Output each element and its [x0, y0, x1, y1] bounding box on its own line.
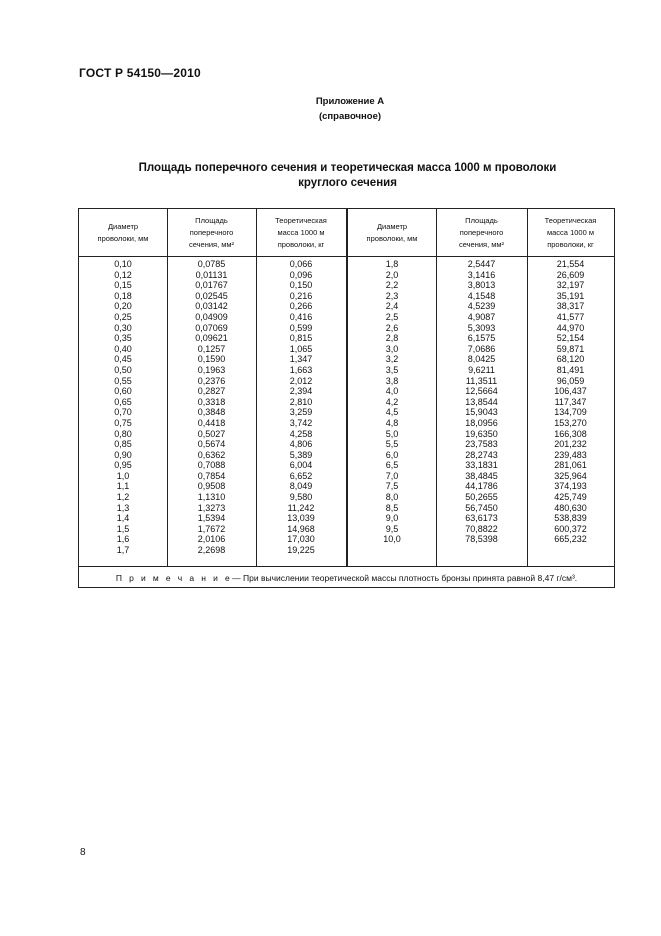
table-cell: 0,10	[114, 259, 132, 269]
table-cell: 13,039	[287, 513, 315, 524]
table-cell: 425,749	[554, 492, 587, 503]
table-cell: 0,70	[114, 407, 132, 418]
table-cell: 33,1831	[465, 460, 498, 471]
table-cell: 0,09621	[195, 333, 228, 344]
table-cell: 15,9043	[465, 407, 498, 418]
page-number: 8	[80, 847, 86, 858]
table-cell: 0,01767	[195, 280, 228, 291]
table-cell: 9,5	[385, 523, 399, 534]
table-cell: 0,3848	[197, 407, 226, 418]
header-area-left: Площадь поперечного сечения, мм²	[188, 215, 235, 249]
table-cell: 0,096	[289, 269, 313, 280]
header-mass-right: Теоретическая масса 1000 м проволоки, кг	[544, 215, 597, 249]
table-cell: 3,259	[289, 407, 313, 418]
table-cell: 2,4	[385, 301, 399, 312]
table-cell: 78,5398	[465, 534, 498, 545]
table-cell: 6,1575	[467, 333, 496, 344]
table-caption	[100, 161, 595, 191]
table-caption-line1: Площадь поперечного сечения и теоретическая масса 1000 м проволоки	[138, 162, 557, 174]
table-cell: 8,0	[385, 492, 399, 503]
table-cell: 2,0	[385, 269, 399, 280]
table-cell: 41,577	[556, 311, 585, 322]
table-cell: 0,9508	[197, 481, 226, 492]
table-cell: 1,1	[116, 481, 130, 492]
table-cell: 11,3511	[465, 375, 498, 386]
table-cell: 0,216	[289, 290, 313, 301]
table-cell: 538,839	[554, 513, 587, 524]
table-cell: 1,3	[116, 502, 130, 513]
table-cell: 8,049	[289, 481, 313, 492]
table-cell: 4,258	[289, 428, 313, 439]
table-cell: 0,35	[114, 333, 132, 344]
table-cell: 21,554	[556, 259, 585, 269]
table-cell: 0,07069	[195, 322, 228, 333]
table-cell: 10,0	[383, 534, 401, 545]
table-cell: 3,0	[385, 343, 399, 354]
table-cell: 44,970	[556, 322, 585, 333]
table-cell: 23,7583	[465, 439, 498, 450]
table-cell: 96,059	[556, 375, 585, 386]
table-cell: 0,02545	[195, 290, 228, 301]
table-cell: 0,55	[114, 375, 132, 386]
table-cell: 665,232	[554, 534, 587, 545]
table-cell: 0,1257	[197, 343, 226, 354]
table-cell: 4,5	[385, 407, 399, 418]
table-cell: 106,437	[554, 386, 587, 397]
table-cell: 0,03142	[195, 301, 228, 312]
table-cell: 4,5239	[467, 301, 496, 312]
table-cell: 1,5	[116, 523, 130, 534]
table-cell: 0,7088	[197, 460, 226, 471]
table-cell: 480,630	[554, 502, 587, 513]
column-mass-right	[527, 259, 614, 545]
table-cell: 6,004	[289, 460, 313, 471]
table-cell: 3,2	[385, 354, 399, 365]
table-cell: 325,964	[554, 470, 587, 481]
table-cell: 0,20	[114, 301, 132, 312]
table-cell: 2,2698	[197, 545, 226, 556]
table-cell: 8,5	[385, 502, 399, 513]
appendix-heading	[200, 94, 500, 124]
table-cell: 0,0785	[197, 259, 226, 269]
table-cell: 11,242	[287, 502, 315, 513]
table-caption-line2: круглого сечения	[298, 177, 397, 189]
table-cell: 0,90	[114, 449, 132, 460]
column-area-left	[167, 259, 256, 556]
table-cell: 9,0	[385, 513, 399, 524]
table-cell: 3,742	[289, 417, 313, 428]
column-diameter-left	[79, 259, 167, 556]
table-cell: 0,12	[114, 269, 132, 280]
table-cell: 3,5	[385, 364, 399, 375]
note-divider	[79, 566, 614, 567]
table-cell: 0,2827	[197, 386, 226, 397]
table-cell: 0,80	[114, 428, 132, 439]
table-cell: 70,8822	[465, 523, 498, 534]
note-text: — При вычислении теоретической массы плотность бронзы принята равной 8,47 г/см³.	[232, 573, 578, 583]
table-cell: 0,6362	[197, 449, 226, 460]
table-cell: 374,193	[554, 481, 587, 492]
appendix-subtitle: (справочное)	[318, 111, 382, 122]
table-cell: 3,8	[385, 375, 399, 386]
table-cell: 0,50	[114, 364, 132, 375]
column-area-right	[436, 259, 527, 545]
table-cell: 12,5664	[465, 386, 498, 397]
table-cell: 19,225	[287, 545, 315, 556]
table-cell: 1,1310	[197, 492, 226, 503]
table-cell: 1,8	[385, 259, 399, 269]
table-cell: 28,2743	[465, 449, 498, 460]
table-cell: 9,580	[289, 492, 313, 503]
note-label: П р и м е ч а н и е	[115, 573, 233, 583]
table-cell: 4,9087	[467, 311, 496, 322]
table-cell: 6,652	[289, 470, 313, 481]
table-cell: 26,609	[556, 269, 585, 280]
table-cell: 1,6	[116, 534, 130, 545]
table-cell: 9,6211	[468, 364, 495, 375]
table-cell: 0,15	[114, 280, 132, 291]
table-cell: 0,04909	[195, 311, 228, 322]
table-cell: 7,5	[385, 481, 399, 492]
table-cell: 3,1416	[467, 269, 496, 280]
table-cell: 1,3273	[197, 502, 226, 513]
table-cell: 0,3318	[197, 396, 226, 407]
appendix-title: Приложение А	[315, 96, 385, 107]
table-cell: 1,2	[116, 492, 130, 503]
table-cell: 4,2	[385, 396, 399, 407]
table-cell: 0,25	[114, 311, 132, 322]
table-cell: 0,5674	[197, 439, 226, 450]
table-cell: 1,0	[116, 470, 130, 481]
table-cell: 2,0106	[197, 534, 226, 545]
table-cell: 0,85	[114, 439, 132, 450]
table-cell: 3,8013	[467, 280, 496, 291]
table-cell: 0,416	[289, 311, 313, 322]
table-cell: 0,30	[114, 322, 132, 333]
table-cell: 0,266	[289, 301, 313, 312]
table-cell: 0,4418	[197, 417, 226, 428]
table-cell: 5,0	[385, 428, 399, 439]
table-cell: 117,347	[554, 396, 587, 407]
table-cell: 0,18	[114, 290, 132, 301]
table-cell: 5,5	[385, 439, 399, 450]
table-cell: 1,7672	[197, 523, 226, 534]
table-cell: 13,8544	[465, 396, 498, 407]
table-cell: 0,815	[289, 333, 313, 344]
table-cell: 32,197	[556, 280, 585, 291]
column-diameter-right	[348, 259, 436, 545]
table-cell: 0,60	[114, 386, 132, 397]
table-cell: 0,1963	[197, 364, 226, 375]
table-cell: 1,347	[289, 354, 313, 365]
table-cell: 201,232	[554, 439, 587, 450]
header-diameter-right: Диаметр проволоки, мм	[366, 221, 418, 243]
table-cell: 1,663	[289, 364, 313, 375]
table-cell: 38,317	[556, 301, 585, 312]
table-cell: 0,5027	[197, 428, 226, 439]
table-cell: 0,1590	[197, 354, 226, 365]
header-area-right: Площадь поперечного сечения, мм²	[458, 215, 505, 249]
table-cell: 2,6	[385, 322, 399, 333]
table-cell: 81,491	[556, 364, 585, 375]
table-cell: 1,5394	[197, 513, 226, 524]
table-cell: 166,308	[554, 428, 587, 439]
table-cell: 6,0	[385, 449, 399, 460]
table-cell: 0,01131	[195, 269, 228, 280]
table-cell: 8,0425	[467, 354, 496, 365]
table-cell: 239,483	[554, 449, 587, 460]
table-cell: 134,709	[554, 407, 587, 418]
table-cell: 1,7	[116, 545, 130, 556]
table-cell: 0,75	[114, 417, 132, 428]
table-cell: 4,806	[289, 439, 313, 450]
table-cell: 0,7854	[197, 470, 226, 481]
table-cell: 0,45	[114, 354, 132, 365]
table-cell: 2,394	[289, 386, 313, 397]
table-cell: 2,012	[289, 375, 313, 386]
table-cell: 1,065	[289, 343, 313, 354]
table-cell: 0,150	[289, 280, 313, 291]
table-cell: 0,2376	[197, 375, 226, 386]
table-cell: 50,2655	[465, 492, 498, 503]
document-code: ГОСТ Р 54150—2010	[79, 66, 201, 80]
wire-table	[78, 208, 615, 588]
table-cell: 35,191	[556, 290, 585, 301]
table-cell: 0,066	[289, 259, 313, 269]
table-cell: 44,1786	[465, 481, 498, 492]
table-cell: 7,0686	[467, 343, 496, 354]
table-cell: 0,599	[289, 322, 313, 333]
table-cell: 68,120	[556, 354, 585, 365]
table-cell: 14,968	[287, 523, 315, 534]
table-cell: 5,389	[289, 449, 313, 460]
table-cell: 2,2	[385, 280, 399, 291]
table-cell: 4,8	[385, 417, 399, 428]
column-mass-left	[256, 259, 346, 556]
table-cell: 4,0	[385, 386, 399, 397]
table-cell: 7,0	[385, 470, 399, 481]
table-cell: 4,1548	[467, 290, 496, 301]
table-cell: 0,65	[114, 396, 132, 407]
table-cell: 153,270	[554, 417, 587, 428]
table-cell: 56,7450	[465, 502, 498, 513]
table-cell: 600,372	[554, 523, 587, 534]
table-cell: 18,0956	[465, 417, 498, 428]
table-cell: 2,5447	[467, 259, 496, 269]
table-cell: 2,3	[385, 290, 399, 301]
header-diameter-left: Диаметр проволоки, мм	[97, 221, 149, 243]
table-cell: 0,95	[114, 460, 132, 471]
table-cell: 6,5	[385, 460, 399, 471]
table-cell: 17,030	[287, 534, 315, 545]
table-note	[79, 568, 614, 588]
table-cell: 2,810	[289, 396, 313, 407]
table-cell: 0,40	[114, 343, 132, 354]
table-cell: 19,6350	[465, 428, 498, 439]
table-cell: 281,061	[554, 460, 587, 471]
table-cell: 52,154	[556, 333, 585, 344]
header-mass-left: Теоретическая масса 1000 м проволоки, кг	[275, 215, 327, 249]
table-cell: 5,3093	[467, 322, 496, 333]
table-cell: 63,6173	[465, 513, 498, 524]
table-cell: 2,8	[385, 333, 399, 344]
table-cell: 1,4	[116, 513, 130, 524]
table-cell: 59,871	[556, 343, 585, 354]
table-cell: 38,4845	[465, 470, 498, 481]
table-cell: 2,5	[385, 311, 399, 322]
